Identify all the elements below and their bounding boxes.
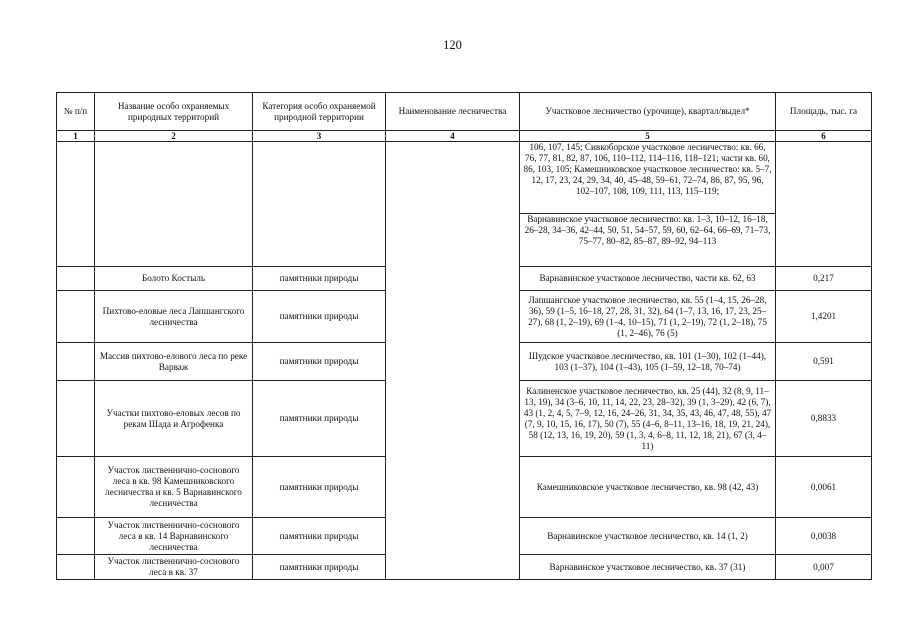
cell-name: Участок лиственнично-соснового леса в кв. 14 Варнавинского лесничества — [95, 518, 253, 555]
cell-category: памятники природы — [253, 555, 386, 580]
column-number-row — [57, 131, 872, 142]
cell-name: Участок лиственнично-соснового леса в кв. 37 — [95, 555, 253, 580]
cell-forestry — [386, 142, 520, 580]
cell-name: Участки пихтово-еловых лесов по рекам Шада и Агрофенка — [95, 381, 253, 457]
column-number: 2 — [95, 131, 253, 142]
cell-category: памятники природы — [253, 381, 386, 457]
cell-area: 0,217 — [776, 267, 872, 291]
header-area: Площадь, тыс. га — [776, 93, 872, 131]
cell-location: Варнавинское участковое лесничество, части кв. 62, 63 — [520, 267, 776, 291]
cell-number — [57, 343, 95, 381]
cell-number — [57, 518, 95, 555]
cell-number — [57, 291, 95, 343]
column-number: 3 — [253, 131, 386, 142]
cell-area: 0,0061 — [776, 457, 872, 518]
header-number: № п/п — [57, 93, 95, 131]
header-forestry: Наименование лесничества — [386, 93, 520, 131]
cell-name: Пихтово-еловые леса Лапшангского лесничества — [95, 291, 253, 343]
cell-category: памятники природы — [253, 518, 386, 555]
cell-location: Варнавинское участковое лесничество, кв. 37 (31) — [520, 555, 776, 580]
table-row — [57, 142, 872, 267]
cell-category: памятники природы — [253, 267, 386, 291]
cell-category — [253, 142, 386, 267]
cell-name: Болото Костыль — [95, 267, 253, 291]
cell-area: 0,0038 — [776, 518, 872, 555]
cell-area — [776, 142, 872, 267]
location-text: Варнавинское участковое лесничество: кв. 1–3, 10–12, 16–18, 26–28, 34–36, 42–44, 50, 51, 54–57, 59, 60, 62–64, 66–69, 71–73, 75–77, 80–82, 85–87, 89–92, 94–113 — [520, 213, 775, 247]
cell-location: Лапшангское участковое лесничество, кв. 55 (1–4, 15, 26–28, 36), 59 (1–5, 16–18, 27, 28, 31, 32), 64 (1–7, 13, 16, 17, 23, 25–27), 68 (1, 2–19), 69 (1–4, 10–15), 71 (1, 2–19), 72 (1, 2–18), 75 (1, 2–46), 76 (5) — [520, 291, 776, 343]
cell-location: Калиненское участковое лесничество, кв. 25 (44), 32 (8, 9, 11–13, 19), 34 (3–6, 10, 11, 14, 22, 23, 28–32), 39 (1, 3–29), 42 (6, 7), 43 (1, 2, 4, 5, 7–9, 12, 16, 24–26, 31, 34, 35, 43, 46, 47, 48, 55), 47 (7, 9, 10, 15, 16, 17), 50 (7), 55 (4–6, 8–11, 13–16, 18, 19, 21, 24), 58 (12, 13, 16, 19, 20), 59 (1, 3, 4, 6–8, 11, 12, 18, 21), 67 (3, 4–11) — [520, 381, 776, 457]
cell-location — [520, 142, 776, 267]
cell-category: памятники природы — [253, 457, 386, 518]
location-text: 106, 107, 145; Сивкоборское участковое лесничество: кв. 66, 76, 77, 81, 82, 87, 106, 110–112, 114–116, 118–121; части кв. 60, 86, 103, 105; Камешниковское участковое лесничество: кв. 5–7, 12, 17, 23, 24, 29, 34, 40, 45–48, 59–61, 72–74, 86, 87, 95, 96, 102–107, 108, 109, 111, 113, 115–119; — [523, 142, 772, 196]
cell-area: 0,591 — [776, 343, 872, 381]
cell-area: 0,8833 — [776, 381, 872, 457]
cell-number — [57, 142, 95, 267]
table-header-row — [57, 93, 872, 131]
cell-number — [57, 381, 95, 457]
cell-number — [57, 457, 95, 518]
column-number: 1 — [57, 131, 95, 142]
page-number: 120 — [443, 38, 462, 52]
cell-category: памятники природы — [253, 343, 386, 381]
cell-location: Шудское участковое лесничество, кв. 101 (1–30), 102 (1–44), 103 (1–37), 104 (1–43), 105 (1–59, 12–18, 70–74) — [520, 343, 776, 381]
column-number: 5 — [520, 131, 776, 142]
cell-name: Массив пихтово-елового леса по реке Варваж — [95, 343, 253, 381]
cell-name: Участок лиственнично-соснового леса в кв. 98 Камешниковского лесничества и кв. 5 Варнавинского лесничества — [95, 457, 253, 518]
cell-area: 1,4201 — [776, 291, 872, 343]
cell-number — [57, 555, 95, 580]
header-location: Участковое лесничество (урочище), квартал/выдел* — [520, 93, 776, 131]
column-number: 4 — [386, 131, 520, 142]
cell-name — [95, 142, 253, 267]
header-category: Категория особо охраняемой природной территории — [253, 93, 386, 131]
column-number: 6 — [776, 131, 872, 142]
cell-location: Варнавинское участковое лесничество, кв. 14 (1, 2) — [520, 518, 776, 555]
header-name: Название особо охраняемых природных территорий — [95, 93, 253, 131]
cell-number — [57, 267, 95, 291]
cell-area: 0,007 — [776, 555, 872, 580]
protected-areas-table — [56, 92, 872, 580]
cell-category: памятники природы — [253, 291, 386, 343]
cell-location: Камешниковское участковое лесничество, кв. 98 (42, 43) — [520, 457, 776, 518]
